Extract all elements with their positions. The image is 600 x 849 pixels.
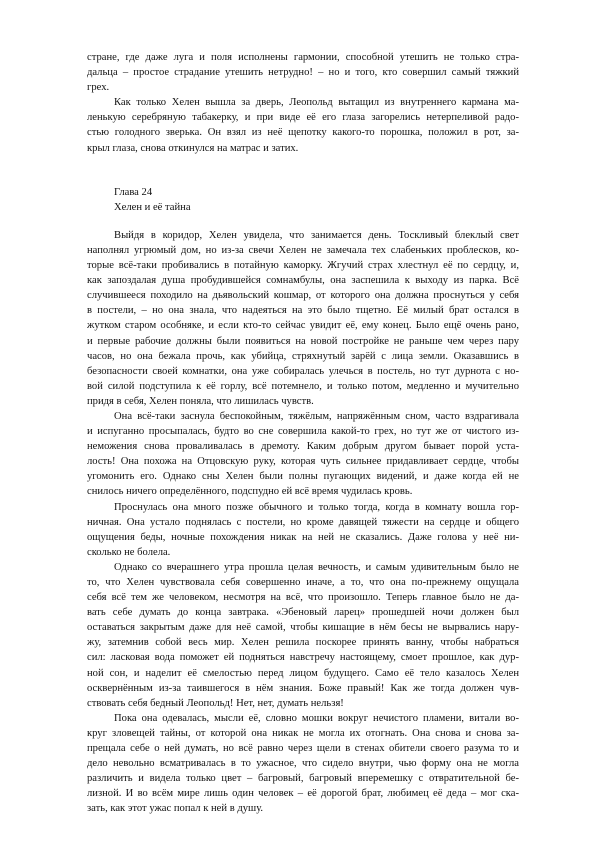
text-line: различить и видела только цвет – багровый, багровый вперемешку с отвратительной бе- [87,773,519,785]
text-line: ствовать себя бедный Леопольд! Нет, нет, думать нельзя! [87,697,344,709]
text-line: Однако со вчерашнего утра прошла целая вечность, и самым удивительным было не [114,561,519,573]
text-line: случившееся походило на дьявольский кошмар, от которого она должна проснуться у себя [87,290,519,302]
text-line: дальца – простое страдание утешить нетрудно! – но и того, кто совершил самый тяжкий [87,67,519,79]
text-line: зать, как этот ужас попал к ней в душу. [87,803,264,815]
text-line: ной сон, и наделит её смелостью перед лицом будущего. Само её тело казалось Хелен [87,667,519,679]
text-line: сколько не болела. [87,546,171,558]
text-line: в постели, – но она знала, что надеяться на это было тщетно. Её милый брат остался в [87,305,519,317]
text-line: вать себе думать до конца завтрака. «Эбеновый ларец» прошедшей ночи должен был [87,607,519,619]
text-line: дело невольно всматривалась в то ужасное, что сидело внутри, чью форму она не могла [87,758,519,770]
text-line: лизной. И во всём мире лишь один человек – её дорогой брат, любимец её деда – мог ска- [87,788,519,800]
text-line: ощущения беды, ночные похождения никак на ней не сказались. Даже голова у неё ни- [87,531,519,543]
text-line: ленькую серебряную табакерку, и при виде её его глаза загорелись нетерпеливой радо- [87,112,519,124]
text-line: неможения снова проваливалась в дремоту. Каким добрым другом бывает порой уста- [87,441,519,453]
section-gap [87,156,519,185]
chapter-number: Глава 24 [114,186,153,198]
text-line: угомонить его. Однако сны Хелен были полны пугающих видений, и даже когда ей не [87,471,519,483]
text-line: придя в себя, Хелен поняла, что лишилась чувств. [87,395,314,407]
text-line: стране, где даже луга и поля исполнены гармонии, способной утешить не только стра- [87,52,519,63]
section-gap [87,215,519,228]
text-line: сил: ласковая вода поможет ей подняться навстречу настоящему, смоет прошлое, как дур- [87,652,519,664]
text-line: себя всё тем же человеком, несмотря на всё, что произошло. Теперь главное было не да- [87,592,519,604]
text-line: торые всё-таки пробивались в потайную каморку. Жгучий страх хлестнул её по сердцу, и, [87,260,519,272]
chapter-title: Хелен и её тайна [114,201,191,213]
text-line: и испуганно просыпалась, будто во сне совершила какой-то грех, но тут же от чистого из- [87,426,519,438]
document-page [87,50,519,817]
text-line: крыл глаза, снова откинулся на матрас и затих. [87,142,299,154]
text-line: оставаться закрытым даже для неё самой, чтобы кишащие в нём бесы не вырвались нару- [87,622,519,634]
text-line: то, что Хелен чувствовала себя совершенно иначе, а то, что она по-прежнему ощущала [87,577,519,588]
text-line: жу, затемнив собой весь мир. Хелен решила поскорее принять ванну, чтобы набраться [87,637,519,649]
text-line: Как только Хелен вышла за дверь, Леопольд вытащил из внутреннего кармана ма- [114,97,519,109]
text-line: и первые рабочие должны были появиться на новой постройке не раньше чем через пару [87,335,519,347]
text-line: грех. [87,82,110,94]
text-line: осквернённым из-за таившегося в нём знания. Боже правый! Как же тогда должен чув- [87,682,519,694]
text-line: Пока она одевалась, мысли её, словно мошки вокруг нечистого пламени, витали во- [114,712,519,724]
text-line: Она всё-таки заснула беспокойным, тяжёлым, напряжённым сном, часто вздрагивала [114,410,519,422]
text-line: снилось ничего определённого, подспудно ей всё время чудилась кровь. [87,486,413,498]
text-line: прещала себе о ней думать, но всё равно через щели в стенах обители своего разума то и [87,743,519,755]
text-line: жутком старом особняке, и если кто-то сейчас увидит её, ему конец. Было ещё очень рано, [87,320,519,332]
text-line: наполнял угрюмый дом, но из-за свечи Хелен не замечала тех слабеньких проблесков, ко- [87,244,519,256]
text-line: круг зловещей тайны, от которой она никак не могла их отогнать. Она снова и снова за- [87,727,519,739]
text-line: безопасности своей комнатки, она уже собиралась улечься в постель, но тут дурнота с но- [87,365,519,377]
text-line: Выйдя в коридор, Хелен увидела, что занимается день. Тоскливый блеклый свет [114,229,519,241]
text-line: часов, но она бежала прочь, как убийца, стряхнутый зарёй с лица земли. Оказавшись в [87,350,519,362]
text-line: Проснулась она много позже обычного и только тогда, когда в комнату вошла гор- [114,501,519,513]
text-line: как запоздалая душа пробудившейся сомнамбулы, она заспешила к выходу из парка. Всё [87,275,519,287]
text-line: лость! Она похожа на Отцовскую руку, которая чуть сильнее придавливает сердце, чтобы [87,456,519,468]
text-line: вой силой подступила к её горлу, всё потемнело, и только потом, медленно и мучительно [87,380,519,392]
text-line: стью голодного зверька. Он взял из неё щепотку какого-то порошка, положил в рот, за- [87,127,519,139]
text-line: ничная. Она устало поднялась с постели, но кроме давящей тяжести на сердце и общего [87,516,519,528]
